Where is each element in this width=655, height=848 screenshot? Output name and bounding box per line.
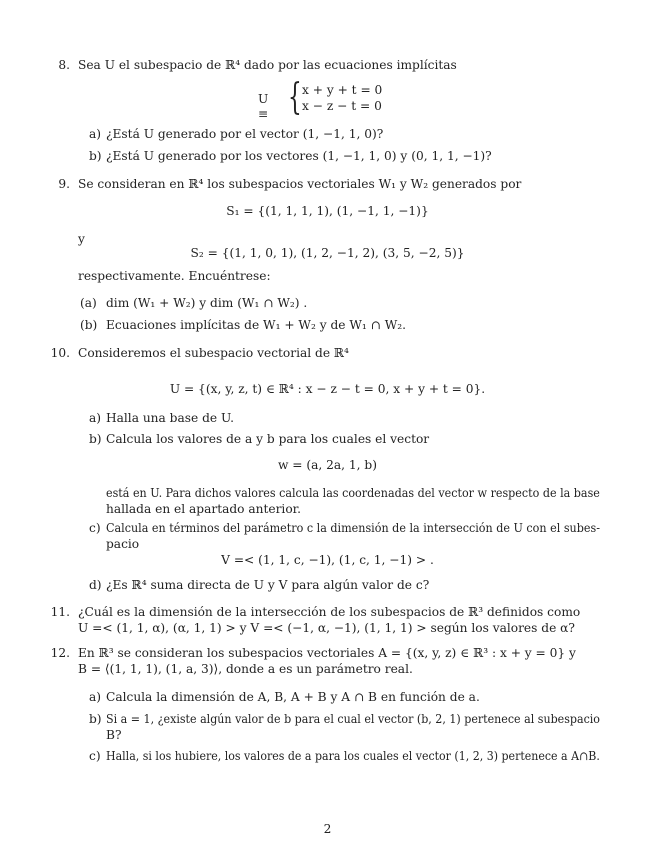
problem-12b-text-1: Si a = 1, ¿existe algún valor de b para el cual el vector (b, 2, 1) pertenece al subespacio — [106, 712, 600, 726]
problem-8a-text: ¿Está U generado por el vector (1, −1, 1, 0)? — [106, 127, 384, 141]
problem-9a-text: dim (W₁ + W₂) y dim (W₁ ∩ W₂) . — [106, 296, 308, 310]
system-brace: { — [288, 77, 302, 118]
problem-10-v-definition: V =< (1, 1, c, −1), (1, c, 1, −1) > . — [221, 553, 434, 567]
problem-10-w-definition: w = (a, 2a, 1, b) — [278, 458, 377, 472]
problem-9-s2: S₂ = {(1, 1, 0, 1), (1, 2, −1, 2), (3, 5, −2, 5)} — [190, 246, 465, 260]
problem-10b-text: Calcula los valores de a y b para los cuales el vector — [106, 432, 430, 446]
problem-8b-label: b) — [89, 149, 102, 163]
equation-2: x − z − t = 0 — [302, 99, 382, 113]
system-lhs: U ≡ — [258, 92, 269, 122]
problem-9-respectively: respectivamente. Encuéntrese: — [78, 269, 271, 283]
problem-10-u-definition: U = {(x, y, z, t) ∈ ℝ⁴ : x − z − t = 0, x + y + t = 0}. — [169, 382, 486, 396]
problem-8-number: 8. — [58, 58, 70, 72]
problem-12a-text: Calcula la dimensión de A, B, A + B y A ∩ B en función de a. — [106, 690, 480, 704]
problem-10b-label: b) — [89, 432, 102, 446]
problem-9-number: 9. — [58, 177, 70, 191]
problem-12a-label: a) — [89, 690, 102, 704]
problem-9-and: y — [78, 232, 85, 246]
problem-10b-continuation-2: hallada en el apartado anterior. — [106, 502, 302, 516]
problem-9b-label: (b) — [80, 318, 98, 332]
problem-9a-label: (a) — [80, 296, 97, 310]
problem-12c-text: Halla, si los hubiere, los valores de a para los cuales el vector (1, 2, 3) pertenece a A∩B. — [106, 749, 600, 763]
problem-12b-label: b) — [89, 712, 102, 726]
problem-10a-text: Halla una base de U. — [106, 411, 234, 425]
problem-8b-text: ¿Está U generado por los vectores (1, −1, 1, 0) y (0, 1, 1, −1)? — [106, 149, 492, 163]
problem-12c-label: c) — [89, 749, 101, 763]
problem-8-statement: Sea U el subespacio de ℝ⁴ dado por las ecuaciones implícitas — [78, 58, 457, 72]
problem-9-s1: S₁ = {(1, 1, 1, 1), (1, −1, 1, −1)} — [226, 204, 429, 218]
problem-9b-text: Ecuaciones implícitas de W₁ + W₂ y de W₁ ∩ W₂. — [106, 318, 407, 332]
problem-10d-text: ¿Es ℝ⁴ suma directa de U y V para algún valor de c? — [106, 578, 430, 592]
problem-10d-label: d) — [89, 578, 102, 592]
page-number: 2 — [323, 822, 332, 836]
problem-12b-text-2: B? — [106, 728, 122, 742]
problem-10b-continuation-1: está en U. Para dichos valores calcula las coordenadas del vector w respecto de la base — [106, 486, 600, 500]
problem-10a-label: a) — [89, 411, 102, 425]
problem-10-statement: Consideremos el subespacio vectorial de ℝ⁴ — [78, 346, 349, 360]
problem-8a-label: a) — [89, 127, 102, 141]
equation-1: x + y + t = 0 — [302, 83, 383, 97]
problem-10c-label: c) — [89, 521, 101, 535]
problem-10c-text-2: pacio — [106, 537, 140, 551]
problem-12-number: 12. — [50, 646, 70, 660]
problem-11-line-1: ¿Cuál es la dimensión de la intersección de los subespacios de ℝ³ definidos como — [78, 605, 581, 619]
problem-12-line-1: En ℝ³ se consideran los subespacios vectoriales A = {(x, y, z) ∈ ℝ³ : x + y = 0} y — [78, 646, 576, 660]
problem-11-number: 11. — [50, 605, 70, 619]
problem-10-number: 10. — [50, 346, 70, 360]
problem-11-line-2: U =< (1, 1, α), (α, 1, 1) > y V =< (−1, α, −1), (1, 1, 1) > según los valores de α? — [78, 621, 575, 635]
problem-9-statement: Se consideran en ℝ⁴ los subespacios vectoriales W₁ y W₂ generados por — [78, 177, 522, 191]
problem-12-line-2: B = ⟨(1, 1, 1), (1, a, 3)⟩, donde a es un parámetro real. — [78, 662, 413, 676]
problem-10c-text-1: Calcula en términos del parámetro c la dimensión de la intersección de U con el subes- — [106, 521, 600, 535]
